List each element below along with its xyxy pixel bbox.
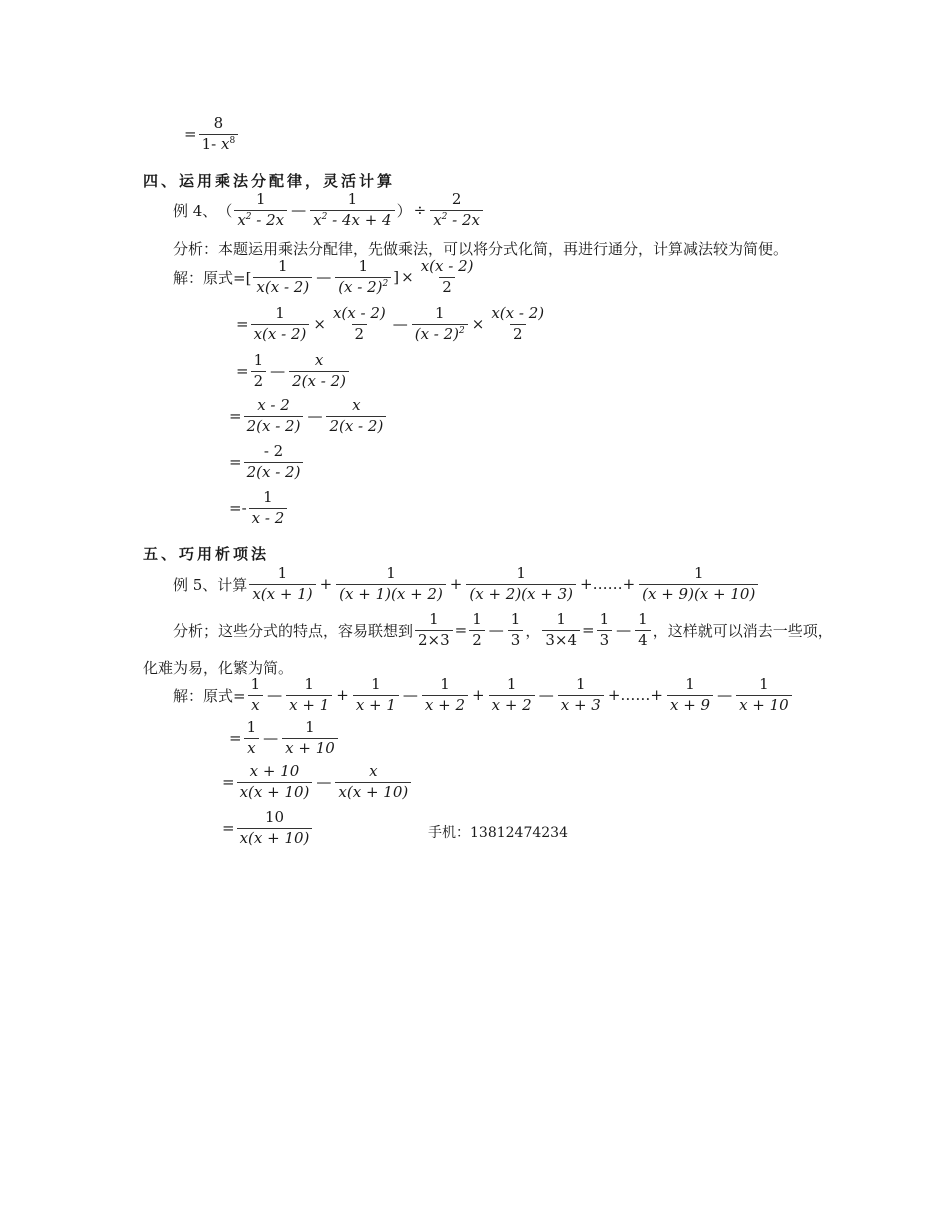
example-4-solution-step-4: = $\frac{x - 2}{2(x - 2)}$ — x 2(x - 2) xyxy=(229,398,388,435)
example-4-solution-step-5: = $\frac{- 2}{2(x - 2)}$ xyxy=(229,444,305,481)
example-5-solution-step-3: = $\frac{x + 10}{x(x + 10)}$ — x x(x + 10) xyxy=(222,764,413,801)
example-5-problem: 例 5、计算 1 x(x + 1) + $\frac{1}{(x + 1)(x + 2)}$ + $\frac{1}{(x + 2)(x + 3)}$ +……+ $\frac{1}{(x + 9)(x + 10)}$ xyxy=(173,566,760,603)
example-4-solution-step-3: = $\frac{1}{2}$ — x 2(x - 2) xyxy=(236,353,351,390)
top-result xyxy=(184,116,240,153)
example-5-analysis-continued: 化难为易，化繁为简。 xyxy=(143,659,294,677)
fraction: $\frac{2}{x^2 - 2x}$ xyxy=(430,192,483,229)
example-4-solution-step-1: 解：原式=[ 1 x(x - 2) — 1 (x - 2)$^2$ ] × $\frac{x(x - 2)}{2}$ xyxy=(173,257,474,296)
example-5-solution-step-2: = $\frac{1}{x}$ — 1 x + 10 xyxy=(229,720,340,757)
fraction: $\frac{8}{1- x^8}$ xyxy=(199,116,239,153)
fraction: 1 $x^2 - 4x + 4$ xyxy=(310,192,394,229)
example-4-problem: 例 4、 （ 1 $x^2 - 2x$ — 1 $x^2 - 4x + 4$ ） ÷ $\frac{2}{x^2 - 2x}$ xyxy=(173,192,485,229)
example-5-solution-step-1: 解：原式= $\frac{1}{x}$ — 1 x + 1 + $\frac{1}{x + 1}$ — 1 x + 2 + $\frac{1}{x + 2}$ — 1 x + 3 +……+ $\frac{1}{x + 9}$ — 1 x + 10 xyxy=(173,677,794,714)
phone-number: 手机：13812474234 xyxy=(428,825,568,841)
example-5-analysis: 分析；这些分式的特点，容易联想到 $\frac{1}{2\times 3}$ = $\frac{1}{2}$ — 1 3 ， $\frac{1}{3\times 4}$ = $\frac{1}{3}$ — 1 4 ，这样就可以消去一些项， xyxy=(173,610,833,649)
section-heading-4: 四、运用乘法分配律，灵活计算 xyxy=(143,172,396,190)
section-heading-5: 五、巧用析项法 xyxy=(143,545,270,563)
example-4-solution-step-2: = $\frac{1}{x(x - 2)}$ × $\frac{x(x - 2)}{2}$ — $\frac{1}{(x - 2)^2}$ × $\frac{x(x - 2)}{2}$ xyxy=(236,304,545,343)
equals-sign: = xyxy=(184,125,197,144)
fraction: 1 $x^2 - 2x$ xyxy=(234,192,287,229)
example-5-solution-step-4: = $\frac{10}{x(x + 10)}$ xyxy=(222,810,314,847)
example-4-analysis: 分析：本题运用乘法分配律，先做乘法，可以将分式化简，再进行通分，计算减法较为简便。 xyxy=(173,240,789,258)
example-4-solution-step-6: =- 1 x - 2 xyxy=(229,490,289,527)
